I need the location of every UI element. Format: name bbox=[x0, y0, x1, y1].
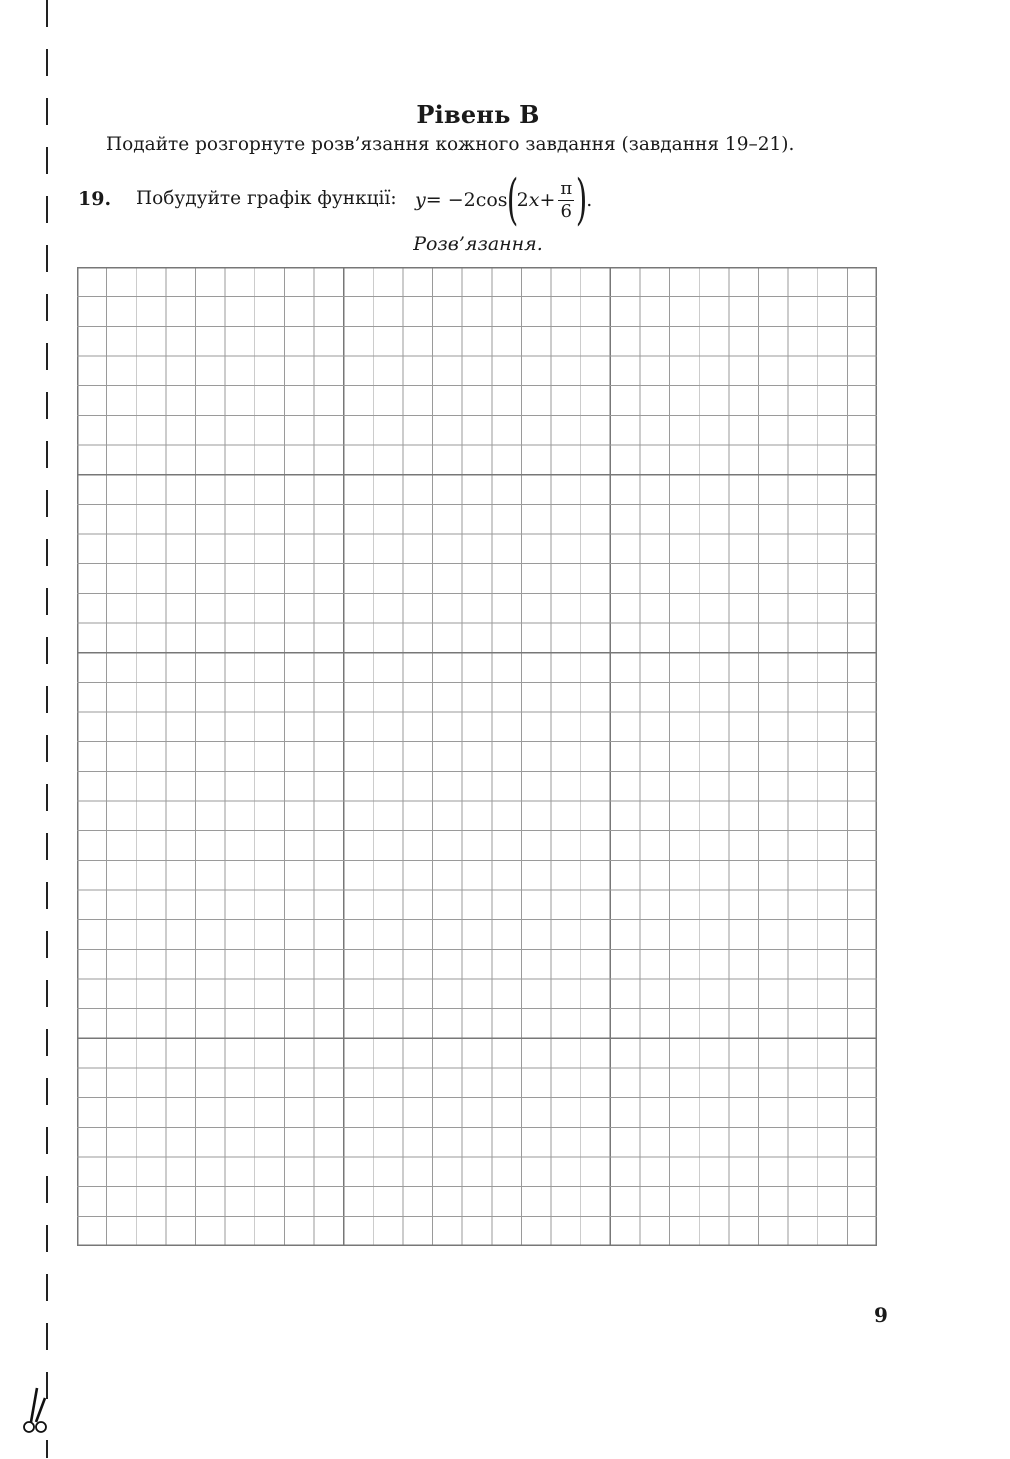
cut-line-dash bbox=[46, 1029, 48, 1056]
formula-end-punct: . bbox=[586, 189, 593, 211]
cut-line-dash bbox=[46, 0, 48, 27]
cut-line-dash bbox=[46, 1176, 48, 1203]
solution-label: Розв’язання. bbox=[413, 233, 543, 255]
instruction-text: Подайте розгорнуте розв’язання кожного завдання (завдання 19–21). bbox=[106, 134, 795, 155]
cut-line-dash bbox=[46, 784, 48, 811]
formula-close-paren: ) bbox=[575, 168, 588, 231]
cut-line-dash bbox=[46, 588, 48, 615]
cut-line-dash bbox=[46, 49, 48, 76]
fraction-denominator: 6 bbox=[560, 200, 572, 222]
cut-line-dash bbox=[46, 196, 48, 223]
cut-line-dash bbox=[46, 833, 48, 860]
cut-line-dash bbox=[46, 539, 48, 566]
cut-line-dash bbox=[46, 1274, 48, 1301]
cut-line-dash bbox=[46, 882, 48, 909]
cut-line-dash bbox=[46, 1225, 48, 1252]
cut-line-dash bbox=[46, 735, 48, 762]
formula-open-paren: ( bbox=[506, 168, 518, 231]
fraction-numerator: π bbox=[560, 177, 573, 199]
formula-inner-var: x bbox=[528, 189, 540, 211]
cut-line-dash bbox=[46, 637, 48, 664]
cut-line-dash bbox=[46, 343, 48, 370]
cut-line-dash bbox=[46, 686, 48, 713]
cut-line-dash bbox=[46, 1078, 48, 1105]
formula-equals-cos: = −2cos bbox=[425, 189, 508, 211]
cut-line-dash bbox=[46, 1440, 48, 1458]
scissors-icon bbox=[22, 1386, 54, 1436]
formula-plus: + bbox=[539, 189, 556, 211]
cut-line-dash bbox=[46, 1323, 48, 1350]
page-number: 9 bbox=[874, 1303, 888, 1327]
cut-line-dash bbox=[46, 980, 48, 1007]
cut-line-dash bbox=[46, 294, 48, 321]
formula-lhs: y bbox=[415, 189, 426, 211]
cut-line-dash bbox=[46, 490, 48, 517]
cut-line-dash bbox=[46, 392, 48, 419]
cut-line-dash bbox=[46, 1127, 48, 1154]
page-title: Рівень В bbox=[416, 100, 540, 129]
cut-line-dash bbox=[46, 441, 48, 468]
cut-line-dash bbox=[46, 931, 48, 958]
cut-line bbox=[44, 0, 50, 1459]
function-formula bbox=[415, 170, 592, 230]
graph-paper-grid[interactable] bbox=[77, 267, 877, 1246]
formula-inner-coef: 2 bbox=[516, 189, 529, 211]
task-text: Побудуйте графік функції: bbox=[136, 188, 397, 209]
task-number: 19. bbox=[78, 188, 112, 210]
formula-fraction bbox=[558, 179, 574, 222]
cut-line-dash bbox=[46, 147, 48, 174]
